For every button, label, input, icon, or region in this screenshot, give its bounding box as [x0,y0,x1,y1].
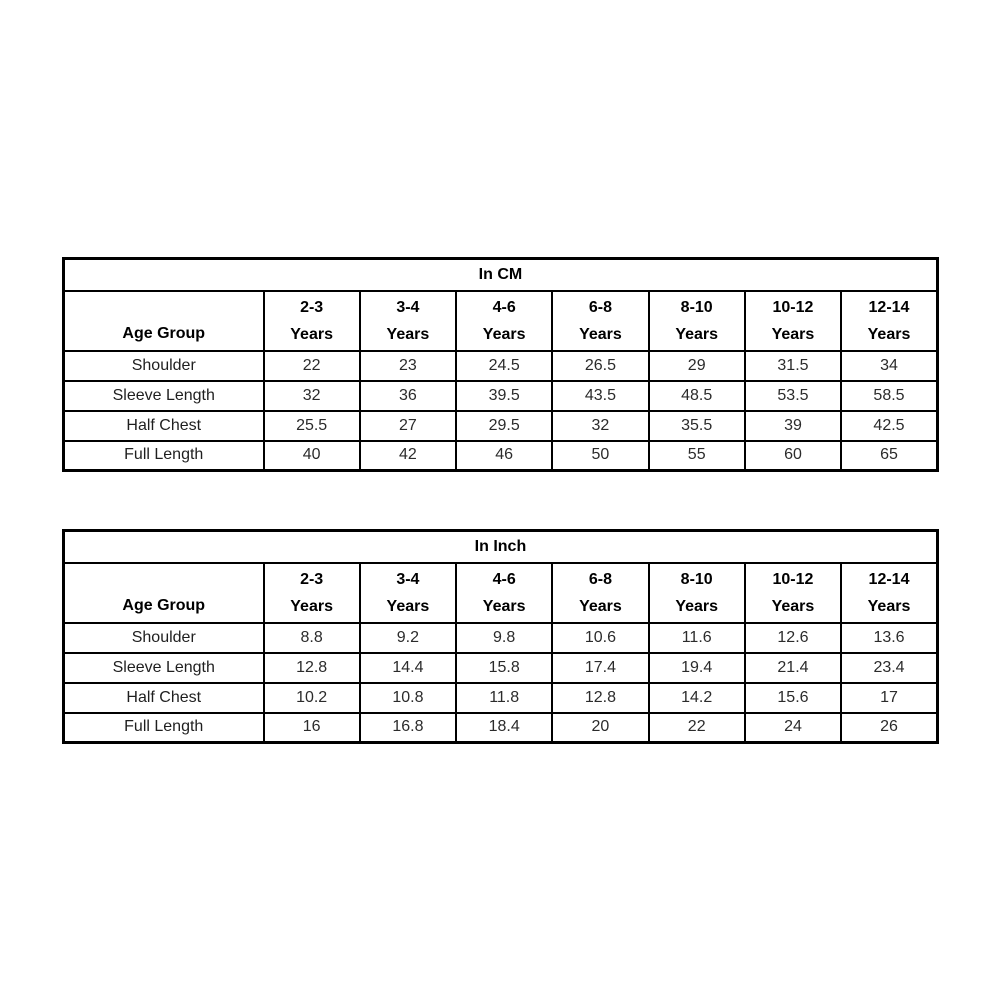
age-unit-label: Years [675,325,719,343]
age-unit-label: Years [482,325,526,343]
measurement-value: 50 [552,441,648,471]
measurement-value: 65 [841,441,937,471]
age-range-label: 12-14 [868,298,910,316]
measurement-value: 35.5 [649,411,745,441]
measurement-value: 14.2 [649,683,745,713]
age-range-label: 4-6 [492,298,516,316]
measurement-row [64,381,938,411]
age-column-header [552,563,648,623]
measurement-value: 8.8 [264,623,360,653]
age-range-label: 3-4 [396,570,420,588]
measurement-label: Half Chest [64,683,264,713]
measurement-value: 17 [841,683,937,713]
measurement-value: 9.8 [456,623,552,653]
measurement-row [64,623,938,653]
measurement-row [64,683,938,713]
measurement-row [64,441,938,471]
age-column-header [841,563,937,623]
measurement-row [64,713,938,743]
measurement-value: 26 [841,713,937,743]
measurement-value: 16.8 [360,713,456,743]
measurement-value: 22 [264,351,360,381]
measurement-row [64,351,938,381]
table-header-row [64,291,938,351]
measurement-value: 43.5 [552,381,648,411]
measurement-value: 11.6 [649,623,745,653]
measurement-label: Shoulder [64,623,264,653]
age-column-header [649,563,745,623]
measurement-label: Full Length [64,713,264,743]
age-range-label: 6-8 [588,570,612,588]
age-unit-label: Years [771,597,815,615]
measurement-value: 55 [649,441,745,471]
age-unit-label: Years [867,597,911,615]
age-column-header [264,291,360,351]
age-range-label: 10-12 [772,298,814,316]
measurement-value: 20 [552,713,648,743]
age-column-header [841,291,937,351]
age-column-header [360,563,456,623]
size-table-inch [62,529,939,744]
measurement-value: 32 [552,411,648,441]
measurement-value: 48.5 [649,381,745,411]
measurement-value: 24 [745,713,841,743]
size-tables-container [62,257,936,801]
measurement-value: 40 [264,441,360,471]
age-unit-label: Years [290,325,333,343]
age-column-header [360,291,456,351]
measurement-value: 17.4 [552,653,648,683]
measurement-value: 12.8 [552,683,648,713]
measurement-value: 16 [264,713,360,743]
age-unit-label: Years [675,597,719,615]
age-unit-label: Years [482,597,526,615]
measurement-value: 42.5 [841,411,937,441]
measurement-label: Shoulder [64,351,264,381]
age-column-header [649,291,745,351]
age-unit-label: Years [579,325,622,343]
measurement-value: 42 [360,441,456,471]
measurement-value: 36 [360,381,456,411]
age-range-label: 2-3 [300,298,324,316]
age-column-header [456,563,552,623]
age-column-header [456,291,552,351]
age-unit-label: Years [867,325,911,343]
measurement-value: 23.4 [841,653,937,683]
measurement-value: 14.4 [360,653,456,683]
measurement-value: 39 [745,411,841,441]
table-title: In Inch [64,531,938,563]
age-range-label: 10-12 [772,570,814,588]
age-group-corner-label: Age Group [64,563,264,623]
measurement-value: 31.5 [745,351,841,381]
age-range-label: 8-10 [680,570,713,588]
age-column-header [264,563,360,623]
measurement-value: 10.6 [552,623,648,653]
age-range-label: 8-10 [680,298,713,316]
measurement-value: 58.5 [841,381,937,411]
measurement-value: 53.5 [745,381,841,411]
measurement-value: 26.5 [552,351,648,381]
measurement-value: 11.8 [456,683,552,713]
measurement-label: Half Chest [64,411,264,441]
measurement-value: 18.4 [456,713,552,743]
age-column-header [745,563,841,623]
age-unit-label: Years [579,597,622,615]
measurement-value: 12.8 [264,653,360,683]
table-title: In CM [64,259,938,291]
measurement-label: Full Length [64,441,264,471]
measurement-value: 10.8 [360,683,456,713]
age-range-label: 2-3 [300,570,324,588]
age-range-label: 6-8 [588,298,612,316]
age-unit-label: Years [386,325,430,343]
measurement-value: 27 [360,411,456,441]
measurement-value: 22 [649,713,745,743]
age-unit-label: Years [290,597,333,615]
measurement-value: 21.4 [745,653,841,683]
measurement-value: 15.8 [456,653,552,683]
measurement-value: 15.6 [745,683,841,713]
measurement-value: 25.5 [264,411,360,441]
table-title-row [64,259,938,291]
measurement-value: 24.5 [456,351,552,381]
measurement-label: Sleeve Length [64,653,264,683]
age-range-label: 3-4 [396,298,420,316]
measurement-value: 60 [745,441,841,471]
measurement-value: 29 [649,351,745,381]
age-column-header [745,291,841,351]
measurement-value: 39.5 [456,381,552,411]
table-body [64,623,938,743]
age-group-corner-label: Age Group [64,291,264,351]
age-range-label: 12-14 [868,570,910,588]
measurement-value: 19.4 [649,653,745,683]
table-title-row [64,531,938,563]
age-column-header [552,291,648,351]
measurement-value: 13.6 [841,623,937,653]
table-header-row [64,563,938,623]
measurement-row [64,411,938,441]
measurement-value: 46 [456,441,552,471]
measurement-value: 10.2 [264,683,360,713]
measurement-label: Sleeve Length [64,381,264,411]
table-body [64,351,938,471]
measurement-value: 34 [841,351,937,381]
age-unit-label: Years [771,325,815,343]
measurement-value: 29.5 [456,411,552,441]
age-unit-label: Years [386,597,430,615]
size-table-cm [62,257,939,472]
measurement-value: 32 [264,381,360,411]
measurement-row [64,653,938,683]
measurement-value: 9.2 [360,623,456,653]
measurement-value: 23 [360,351,456,381]
age-range-label: 4-6 [492,570,516,588]
measurement-value: 12.6 [745,623,841,653]
